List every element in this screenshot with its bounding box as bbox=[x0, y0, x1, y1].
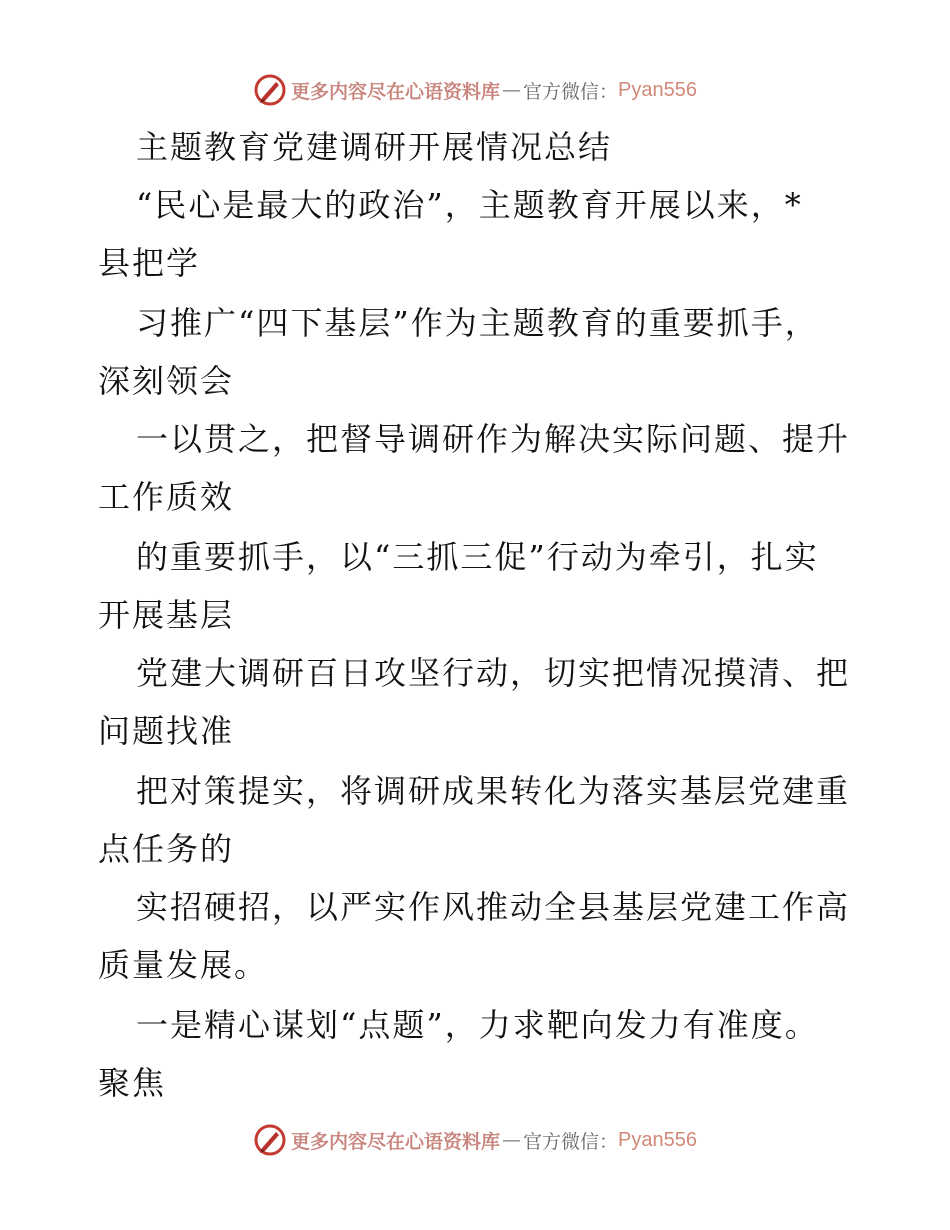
text-line: 把对策提实，将调研成果转化为落实基层党建重 bbox=[136, 772, 851, 810]
banner-wechat-id: Pyan556 bbox=[618, 78, 697, 101]
banner-wechat-label: 官方微信： bbox=[523, 1130, 619, 1153]
footer-banner bbox=[0, 1120, 950, 1160]
pen-logo-icon bbox=[253, 73, 287, 107]
text-line: 工作质效 bbox=[98, 478, 235, 516]
document-title: 主题教育党建调研开展情况总结 bbox=[136, 128, 613, 166]
text-line: 党建大调研百日攻坚行动，切实把情况摸清、把 bbox=[136, 654, 851, 692]
banner-separator: — bbox=[502, 79, 522, 101]
header-banner bbox=[0, 70, 950, 110]
banner-wechat-label: 官方微信： bbox=[523, 80, 619, 103]
text-line: 一是精心谋划“点题”，力求靶向发力有准度。 bbox=[136, 1006, 819, 1044]
text-line: 问题找准 bbox=[98, 712, 235, 750]
text-line: 质量发展。 bbox=[98, 946, 269, 984]
text-line: 实招硬招，以严实作风推动全县基层党建工作高 bbox=[136, 888, 851, 926]
text-line: 习推广“四下基层”作为主题教育的重要抓手， bbox=[136, 304, 819, 342]
text-line: 点任务的 bbox=[98, 830, 235, 868]
text-line: 县把学 bbox=[98, 244, 201, 282]
pen-logo-icon bbox=[253, 1123, 287, 1157]
banner-text: 更多内容尽在心语资料库 bbox=[291, 80, 501, 103]
banner-text: 更多内容尽在心语资料库 bbox=[291, 1130, 501, 1153]
text-line: 的重要抓手，以“三抓三促”行动为牵引，扎实 bbox=[136, 538, 819, 576]
banner-wechat-id: Pyan556 bbox=[618, 1128, 697, 1151]
banner-separator: — bbox=[502, 1129, 522, 1151]
text-line: 一以贯之，把督导调研作为解决实际问题、提升 bbox=[136, 420, 851, 458]
text-line: 开展基层 bbox=[98, 596, 235, 634]
text-line: 聚焦 bbox=[98, 1064, 167, 1102]
text-line: “民心是最大的政治”，主题教育开展以来，* bbox=[136, 186, 803, 224]
text-line: 深刻领会 bbox=[98, 362, 235, 400]
